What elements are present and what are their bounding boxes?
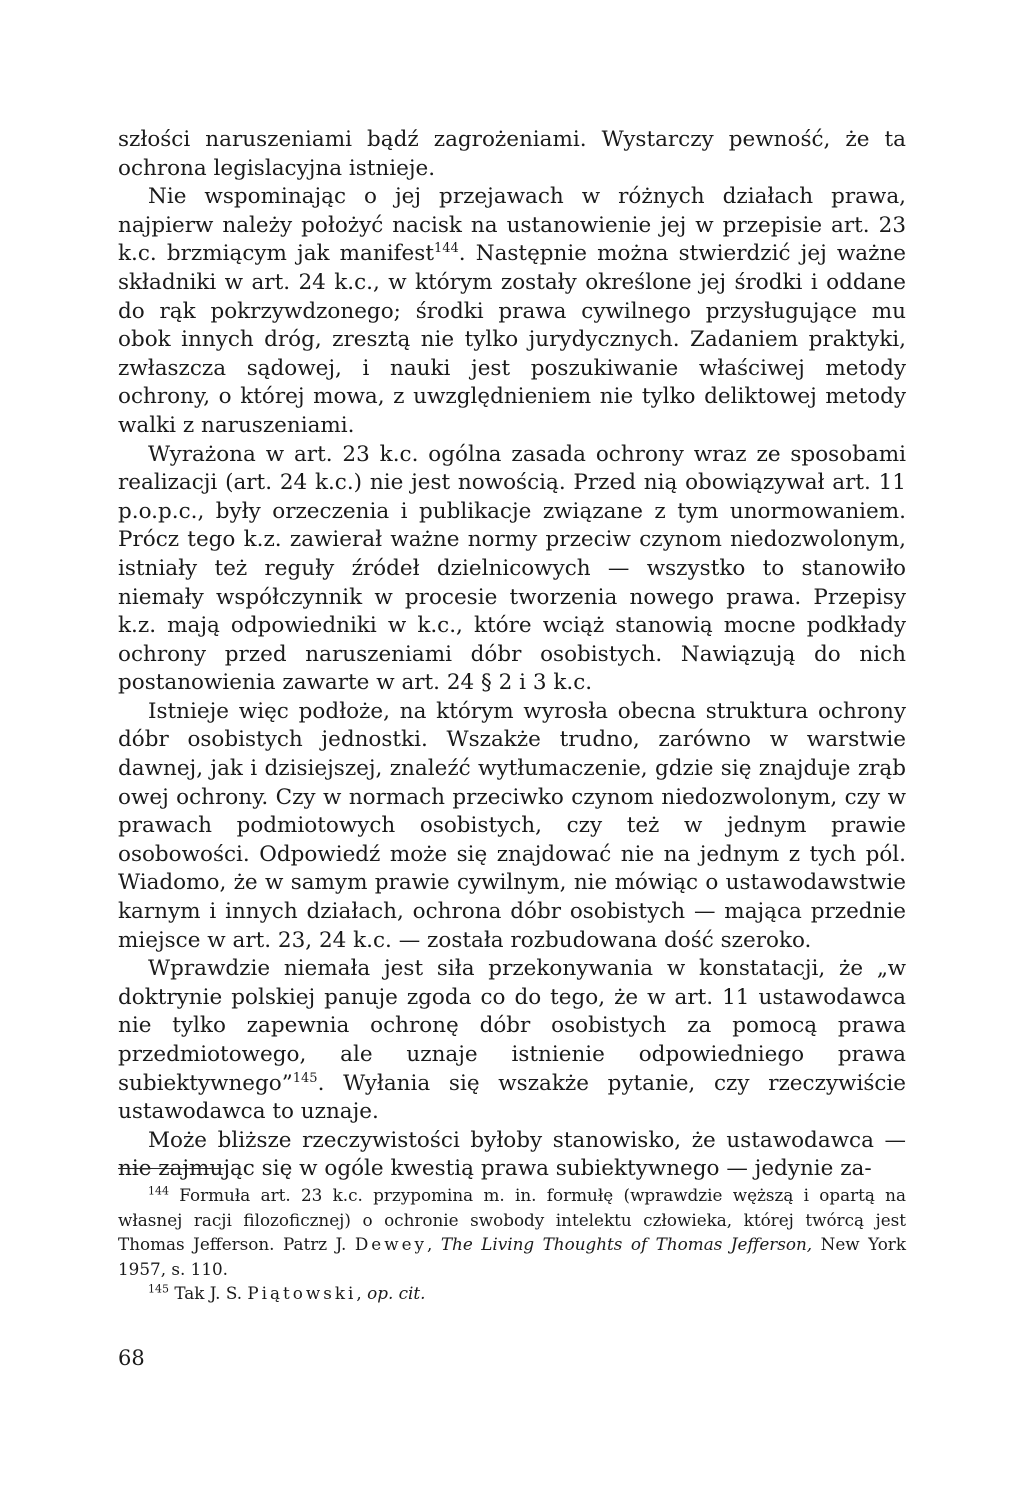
paragraph-text: Nie wspominając o jej przejawach w różnych działach prawa, najpierw należy położyć nacisk na ustanowienie jej w przepisie art. 23 k.c. brzmiącym jak manifest (118, 184, 906, 267)
footnote-title: The Living Thoughts of Thomas Jefferson, (440, 1234, 813, 1254)
footnote-reference: 145 (292, 1070, 318, 1086)
footnote-number: 144 (148, 1184, 169, 1198)
footnote-author: Dewey (354, 1234, 427, 1254)
paragraph-text: Może bliższe rzeczywistości byłoby stanowisko, że ustawodawca — nie zajmując się w ogóle kwestią prawa subiektywnego — jedynie za- (118, 1127, 906, 1182)
footnote-text: , (427, 1234, 441, 1254)
paragraph (118, 1127, 906, 1184)
footnote (118, 1281, 906, 1306)
footnote-text: Tak J. S. (169, 1283, 248, 1303)
footnote-number: 145 (148, 1282, 169, 1296)
footnote-text: New York 1957, s. 110. (118, 1234, 906, 1279)
paragraph-text: szłości naruszeniami bądź zagrożeniami. Wystarczy pewność, że ta ochrona legislacyjna istnieje. (118, 127, 906, 181)
footnote (118, 1183, 906, 1281)
footnote-text: , (356, 1283, 368, 1303)
paragraph (118, 955, 906, 1127)
footnotes (118, 1183, 906, 1306)
paragraph (118, 183, 906, 440)
footnote-text: Formuła art. 23 k.c. przypomina m. in. formułę (wprawdzie węższą i opartą na własnej racji filozoficznej) o ochronie swobody intelektu człowieka, której twórcą jest Thomas Jefferson. Patrz J. (118, 1185, 906, 1254)
footnote-reference: 144 (433, 241, 459, 257)
paragraph-text: Wprawdzie niemała jest siła przekonywania w konstatacji, że „w doktrynie polskiej panuje zgoda co do tego, że w art. 11 ustawodawca nie tylko zapewnia ochronę dóbr osobistych za pomocą prawa przedmiotowego, ale uznaje istnienie odpowiedniego prawa subiektywnego” (118, 956, 906, 1096)
paragraph (118, 698, 906, 955)
paragraph-text: Wyrażona w art. 23 k.c. ogólna zasada ochrony wraz ze sposobami realizacji (art. 24 k.c.) nie jest nowością. Przed nią obowiązywał art. 11 p.o.p.c., były orzeczenia i publikacje związane z tym unormowaniem. Prócz tego k.z. zawierał ważne normy przeciw czynom niedozwolonym, istniały też reguły źródeł dzielnicowych — wszystko to stanowiło niemały współczynnik w procesie tworzenia nowego prawa. Przepisy k.z. mają odpowiedniki w k.c., które wciąż stanowią mocne podkłady ochrony przed naruszeniami dóbr osobistych. Nawiązują do nich postanowienia zawarte w art. 24 § 2 i 3 k.c. (118, 441, 906, 696)
paragraph-text: . Następnie można stwierdzić jej ważne składniki w art. 24 k.c., w którym zostały określone jej środki i oddane do rąk pokrzywdzonego; środki prawa cywilnego przysługujące mu obok innych dróg, zresztą nie tylko jurydycznych. Zadaniem praktyki, zwłaszcza sądowej, i nauki jest poszukiwanie właściwej metody ochrony, o której mowa, z uwzględnieniem nie tylko deliktowej metody walki z naruszeniami. (118, 241, 906, 438)
paragraph-text: Istnieje więc podłoże, na którym wyrosła obecna struktura ochrony dóbr osobistych jednostki. Wszakże trudno, zarówno w warstwie dawnej, jak i dzisiejszej, znaleźć wytłumaczenie, gdzie się znajduje zrąb owej ochrony. Czy w normach przeciwko czynom niedozwolonym, czy w prawach podmiotowych osobistych, czy też w jednym prawie osobowości. Odpowiedź może się znajdować nie na jednym z tych pól. Wiadomo, że w samym prawie cywilnym, nie mówiąc o ustawodawstwie karnym i innych działach, ochrona dóbr osobistych — mająca przednie miejsce w art. 23, 24 k.c. — została rozbudowana dość szeroko. (118, 698, 906, 953)
paragraph (118, 441, 906, 698)
footnote-author: Piątowski (247, 1283, 357, 1303)
page-number: 68 (118, 1346, 145, 1370)
footnote-title: op. cit. (367, 1283, 426, 1303)
paragraph (118, 126, 906, 183)
footnote-separator (118, 1168, 224, 1169)
main-text (118, 126, 906, 1184)
paragraph-text: . Wyłania się wszakże pytanie, czy rzeczywiście ustawodawca to uznaje. (118, 1070, 906, 1125)
page-body (118, 126, 906, 1184)
